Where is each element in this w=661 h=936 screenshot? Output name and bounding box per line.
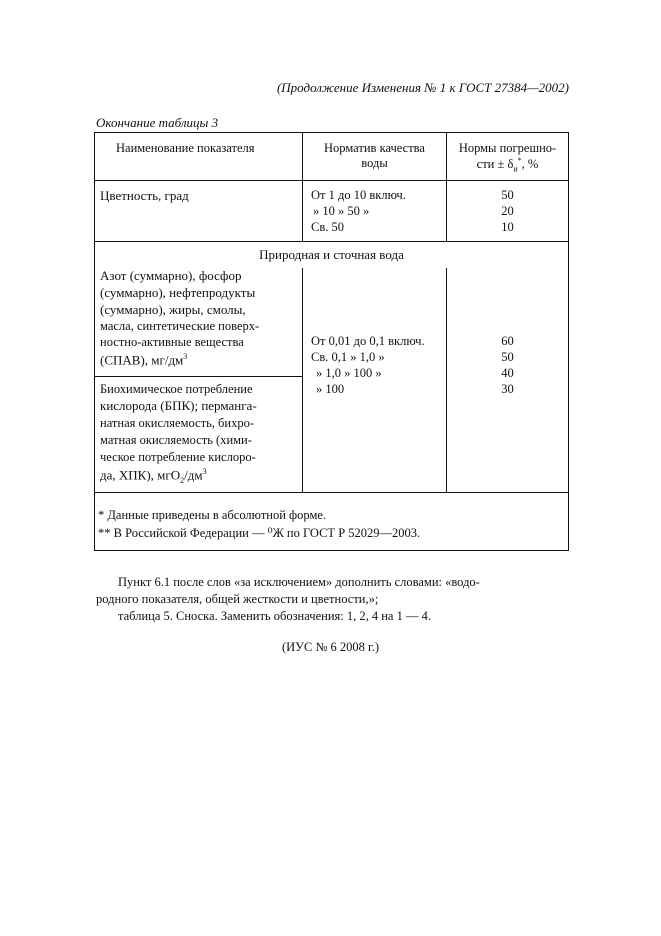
section-title: Природная и сточная вода — [259, 247, 404, 262]
continuation-header: (Продолжение Изменения № 1 к ГОСТ 27384—2002) — [276, 80, 569, 95]
bod-line-0: Биохимическое потребление — [100, 382, 253, 396]
table-footnote-border — [94, 492, 569, 493]
shared-error-1: 50 — [501, 350, 514, 364]
column-header-indicator: Наименование показателя — [116, 141, 255, 155]
column-divider-1-bottom — [302, 268, 303, 493]
shared-error-2: 40 — [501, 366, 514, 380]
footnote-2: ** В Российской Федерации — ⁰Ж по ГОСТ Р 52029—2003. — [98, 526, 421, 540]
color-row-indicator: Цветность, град — [100, 188, 189, 203]
bod-line-3: матная окисляемость (хими- — [100, 433, 252, 447]
column-header-norm-line2: воды — [361, 156, 388, 170]
color-norm-0: От 1 до 10 включ. — [311, 188, 406, 202]
bod-line-5: да, ХПК), $мгО_2/дм^3$ — [100, 467, 207, 485]
paragraph-2: таблица 5. Сноска. Заменить обозначения: 1, 2, 4 на 1 — 4. — [118, 609, 431, 623]
nitrogen-line-5: (СПАВ), $мг/дм^3$ — [100, 352, 188, 368]
table-section-border — [94, 241, 569, 242]
shared-norm-2: » 1,0 » 100 » — [316, 366, 382, 380]
table-bottom-border — [94, 550, 569, 551]
nitrogen-line-1: (суммарно), нефтепродукты — [100, 285, 256, 300]
bod-line-4: ческое потребление кислоро- — [100, 450, 256, 464]
column-header-error-line2: сти ± $\delta_и^*$, % — [476, 156, 539, 174]
table-left-border — [94, 132, 95, 551]
table-row-divider — [94, 376, 302, 377]
color-error-0: 50 — [501, 188, 514, 202]
column-header-error-line1: Нормы погрешно- — [458, 141, 557, 155]
bod-line-1: кислорода (БПК); перманга- — [100, 398, 257, 413]
paragraph-1-line-2: родного показателя, общей жесткости и цветности,»; — [96, 592, 379, 606]
table-right-border — [568, 132, 569, 551]
shared-error-0: 60 — [501, 334, 514, 348]
color-error-2: 10 — [501, 220, 514, 234]
column-header-norm-line1: Норматив качества — [324, 141, 425, 155]
source-reference: (ИУС № 6 2008 г.) — [281, 640, 380, 654]
nitrogen-line-3: масла, синтетические поверх- — [100, 319, 260, 333]
nitrogen-line-4: ностно-активные вещества — [100, 335, 244, 349]
shared-norm-0: От 0,01 до 0,1 включ. — [311, 334, 425, 348]
color-norm-1: » 10 » 50 » — [313, 204, 370, 218]
shared-norm-3: » 100 — [316, 382, 345, 396]
footnote-1: * Данные приведены в абсолютной форме. — [98, 508, 327, 522]
color-error-1: 20 — [501, 204, 514, 218]
nitrogen-line-2: (суммарно), жиры, смолы, — [100, 302, 246, 317]
shared-error-3: 30 — [501, 382, 514, 396]
paragraph-1-line-1: Пункт 6.1 после слов «за исключением» дополнить словами: «водо- — [118, 575, 480, 589]
table-caption: Окончание таблицы 3 — [96, 115, 219, 130]
shared-norm-1: Св. 0,1 » 1,0 » — [311, 350, 385, 364]
bod-line-2: натная окисляемость, бихро- — [100, 416, 254, 430]
nitrogen-line-0: Азот (суммарно), фосфор — [100, 268, 242, 283]
table-top-border — [94, 132, 569, 133]
table-header-border — [94, 180, 569, 181]
color-norm-2: Св. 50 — [311, 220, 344, 234]
